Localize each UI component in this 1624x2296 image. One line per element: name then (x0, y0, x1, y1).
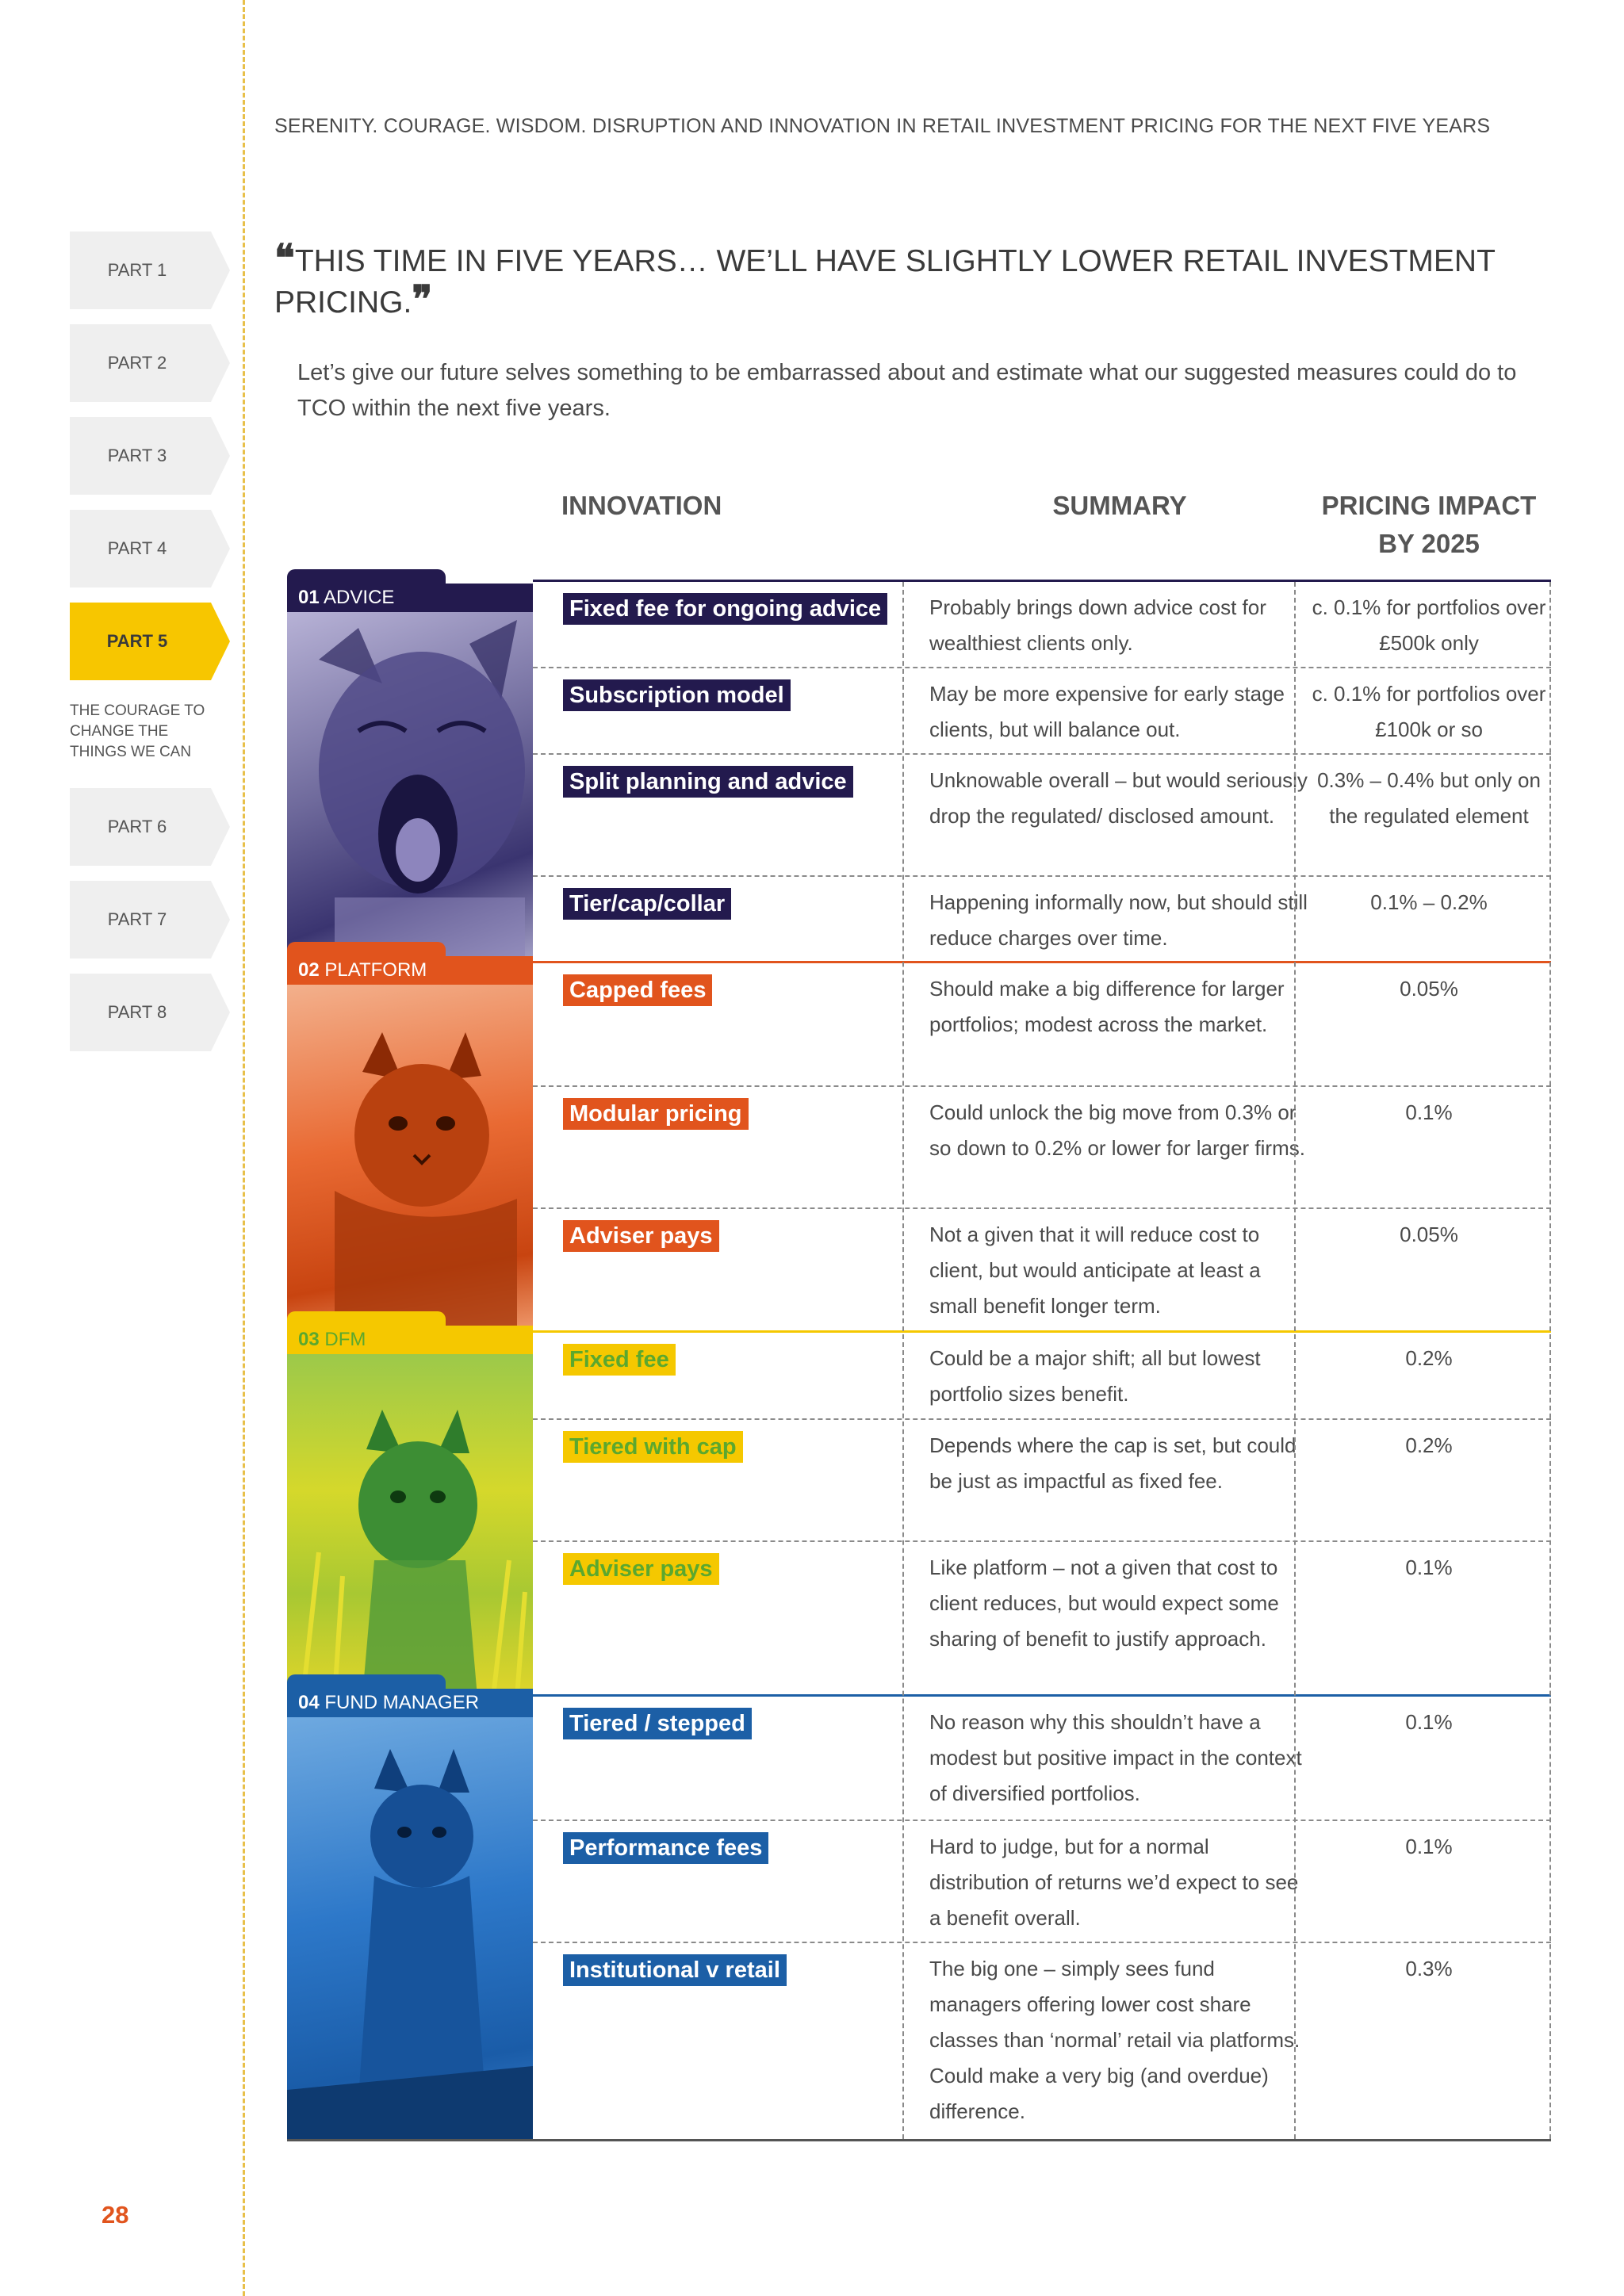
margin-rule (243, 0, 245, 2296)
nav-tab-label: PART 1 (107, 260, 167, 280)
nav-tab-label: PART 7 (107, 909, 167, 929)
summary-cell: Could be a major shift; all but lowest portfolio sizes benefit. (929, 1346, 1261, 1406)
summary-cell: Not a given that it will reduce cost to client, but would anticipate at least a small benefit longer term. (929, 1223, 1261, 1318)
category-panel-dfm (287, 1311, 533, 1697)
cat-photo-advice (287, 612, 533, 962)
close-quote-icon: ❞ (412, 277, 433, 322)
open-quote-icon: ❝ (274, 236, 295, 281)
innovation-label: Fixed fee (563, 1344, 676, 1376)
category-label: 02 PLATFORM (298, 959, 427, 981)
grass-cat-icon (287, 1354, 533, 1697)
nav-tab-part-2[interactable] (70, 324, 211, 402)
pull-quote (274, 236, 1543, 322)
innovation-label: Tier/cap/collar (563, 888, 731, 920)
summary-cell: May be more expensive for early stage clients, but will balance out. (929, 682, 1285, 741)
table-row (533, 1333, 1551, 1418)
nav-tab-part-4[interactable] (70, 510, 211, 587)
innovation-label: Split planning and advice (563, 766, 853, 798)
category-label: 04 FUND MANAGER (298, 1692, 480, 1713)
impact-cell: c. 0.1% for portfolios over £100k or so (1312, 682, 1546, 741)
category-bar (287, 1689, 533, 1717)
table-row (533, 1540, 1551, 1695)
summary-cell: Like platform – not a given that cost to client reduces, but would expect some sharing of benefit to justify approach. (929, 1556, 1279, 1651)
nav-tab-label: PART 8 (107, 1002, 167, 1022)
cat-photo-platform (287, 985, 533, 1332)
summary-cell: Probably brings down advice cost for wealthiest clients only. (929, 595, 1266, 655)
impact-cell: 0.3% – 0.4% but only on the regulated element (1317, 768, 1541, 828)
table-bottom-rule (287, 2139, 1551, 2141)
summary-cell: No reason why this shouldn’t have a modest but positive impact in the context of diversified portfolios. (929, 1710, 1302, 1805)
innovation-label: Capped fees (563, 974, 712, 1006)
cat-photo-fund-manager (287, 1717, 533, 2141)
column-header-summary: SUMMARY (1052, 491, 1187, 520)
column-header-impact (1307, 487, 1551, 563)
table-row (533, 667, 1551, 753)
column-header-impact-line2: BY 2025 (1378, 529, 1480, 558)
category-label: 01 ADVICE (298, 587, 395, 608)
column-header-impact-line1: PRICING IMPACT (1321, 491, 1537, 520)
nav-tab-part-1[interactable] (70, 232, 211, 309)
nav-tab-part-5[interactable] (70, 603, 211, 680)
intro-paragraph: Let’s give our future selves something to be embarrassed about and estimate what our suggested measures could do to TCO within the next five years. (297, 360, 1517, 421)
category-bar (287, 956, 533, 985)
impact-cell: 0.1% (1405, 1556, 1453, 1579)
impact-cell: 0.1% (1405, 1835, 1453, 1858)
quote-text: THIS TIME IN FIVE YEARS… WE’LL HAVE SLIGHTLY LOWER RETAIL INVESTMENT PRICING. (274, 244, 1496, 320)
innovation-label: Tiered with cap (563, 1431, 743, 1463)
page-number: 28 (102, 2201, 129, 2229)
table-row (533, 1207, 1551, 1330)
nav-tab-part-8[interactable] (70, 974, 211, 1051)
column-divider (902, 582, 904, 2139)
cat-photo-dfm (287, 1354, 533, 1697)
column-divider (1294, 582, 1296, 2139)
innovation-label: Adviser pays (563, 1220, 719, 1252)
summary-cell: The big one – simply sees fund managers offering lower cost share classes than ‘normal’ retail via platforms. Could make a very big (and overdue) difference. (929, 1957, 1300, 2123)
category-label: 03 DFM (298, 1329, 366, 1350)
nav-tab-part-7[interactable] (70, 881, 211, 959)
sitting-cat-icon (287, 1717, 533, 2141)
impact-cell: 0.2% (1405, 1346, 1453, 1370)
table-row (533, 875, 1551, 961)
table-row (533, 1820, 1551, 1942)
prowling-cat-icon (287, 985, 533, 1332)
impact-cell: c. 0.1% for portfolios over £500k only (1312, 595, 1546, 655)
innovation-label: Fixed fee for ongoing advice (563, 593, 887, 625)
impact-cell: 0.1% (1405, 1100, 1453, 1124)
running-head: SERENITY. COURAGE. WISDOM. DISRUPTION AND INNOVATION IN RETAIL INVESTMENT PRICING FOR THE NEXT FIVE YEARS (274, 115, 1491, 137)
innovation-label: Tiered / stepped (563, 1708, 752, 1739)
category-bar (287, 584, 533, 612)
table-row (533, 1418, 1551, 1540)
impact-cell: 0.2% (1405, 1433, 1453, 1457)
summary-cell: Could unlock the big move from 0.3% or so down to 0.2% or lower for larger firms. (929, 1100, 1305, 1160)
nav-tab-label: PART 4 (107, 538, 167, 558)
table-row (533, 753, 1551, 875)
impact-cell: 0.1% (1405, 1710, 1453, 1734)
nav-tab-label: PART 6 (107, 817, 167, 836)
summary-cell: Happening informally now, but should still reduce charges over time. (929, 890, 1308, 950)
yawning-cat-icon (287, 612, 533, 962)
impact-cell: 0.05% (1400, 977, 1458, 1001)
innovation-label: Subscription model (563, 679, 791, 711)
column-header-innovation: INNOVATION (561, 491, 722, 520)
table-row (533, 1085, 1551, 1207)
column-divider (1549, 582, 1551, 2139)
nav-tab-part-3[interactable] (70, 417, 211, 495)
nav-tab-part-6[interactable] (70, 788, 211, 866)
nav-tab-label: PART 2 (107, 353, 167, 373)
table-row (533, 1942, 1551, 2139)
impact-cell: 0.3% (1405, 1957, 1453, 1980)
category-panel-platform (287, 942, 533, 1332)
impact-cell: 0.1% – 0.2% (1370, 890, 1488, 914)
table-row (533, 582, 1551, 667)
innovation-label: Modular pricing (563, 1098, 749, 1130)
summary-cell: Unknowable overall – but would seriously drop the regulated/ disclosed amount. (929, 768, 1308, 828)
innovation-label: Institutional v retail (563, 1954, 787, 1986)
category-panel-advice (287, 569, 533, 962)
innovation-label: Adviser pays (563, 1553, 719, 1585)
category-panel-fund-manager (287, 1674, 533, 2141)
summary-cell: Hard to judge, but for a normal distribution of returns we’d expect to see a benefit overall. (929, 1835, 1299, 1930)
table-row (533, 963, 1551, 1085)
summary-cell: Depends where the cap is set, but could be just as impactful as fixed fee. (929, 1433, 1297, 1493)
summary-cell: Should make a big difference for larger portfolios; modest across the market. (929, 977, 1285, 1036)
impact-cell: 0.05% (1400, 1223, 1458, 1246)
nav-tab-label: PART 3 (107, 446, 167, 465)
category-bar (287, 1326, 533, 1354)
nav-tab-label: PART 5 (106, 631, 168, 651)
table-row (533, 1697, 1551, 1820)
nav-active-subtitle: THE COURAGE TO CHANGE THE THINGS WE CAN (70, 702, 205, 760)
innovation-label: Performance fees (563, 1832, 768, 1864)
